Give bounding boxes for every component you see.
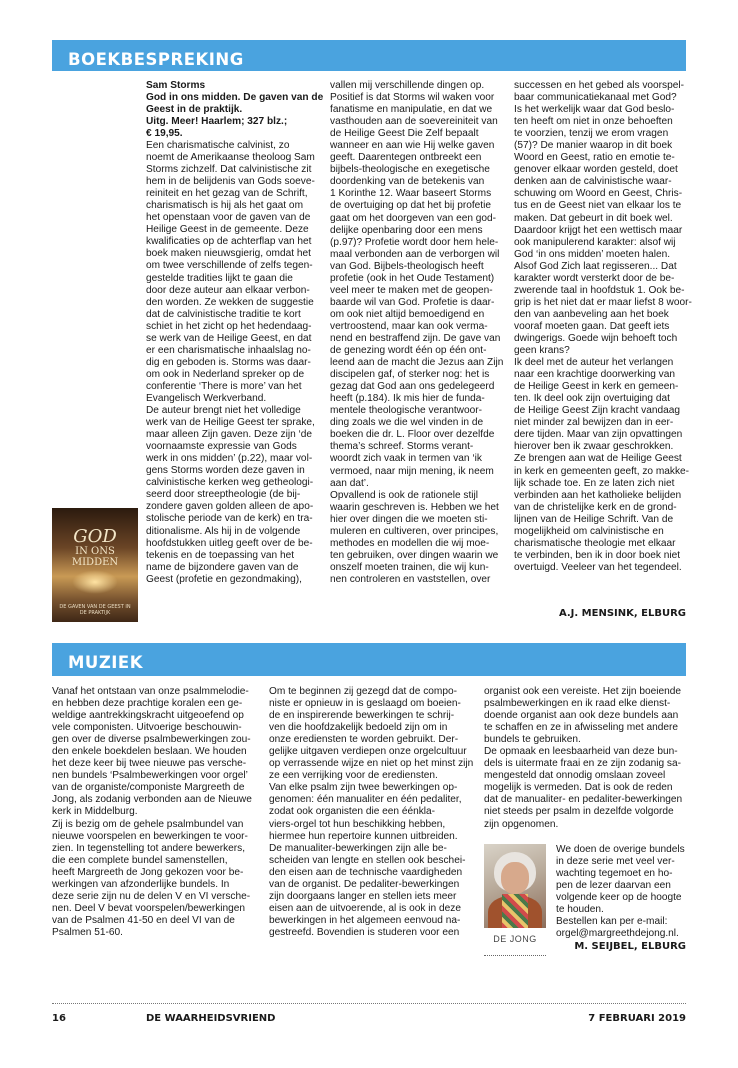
book-review-column-3: successen en het gebed als voorspel- baar communicatiekanaal met God? Is het werkelijk waar dat God beslo- ten heeft om niet in onze behoeften te voorzien, tenzij we erom vragen (57)? De manier waarop in dit boek Woord en Geest, ratio en emotie te- genover elkaar worden gesteld, doet denken aan de calvinistische waar- schuwing om Woord en Geest, Chris- tus en de Geest niet van elkaar los te maken. Dat gebeurt in dit boek wel. Daardoor krijgt het een wettisch maar ook manipulerend karakter: alsof wij God ‘in ons midden’ moeten halen. Alsof God Zich laat regisseren... Dat karakter wordt versterkt door de be- zwerende taal in hoofdstuk 1. Ook be- grip is het niet dat er maar liefst 8 woor- den van aanbeveling aan het boek vooraf moeten gaan. Dat geeft iets dwingerigs. Goede wijn behoeft toch geen krans? Ik deel met de auteur het verlangen naar een krachtige doorwerking van de Heilige Geest in kerk en gemeen- ten. Ik deel ook zijn overtuiging dat de Heilige Geest Zijn kracht vandaag niet minder zal bewijzen dan in eer- dere tijden. Maar van zijn opvattingen hierover ben ik zwaar geschrokken. Ze brengen aan wat de Heilige Geest in kerk en gemeenten geeft, zo makke- lijk schade toe. En ze laten zich niet verbinden aan het katholieke belijden van de christelijke kerk en de grond- lijnen van de Heilige Schrift. Van de mogelijkheid om calvinistische en charismatische theologie met elkaar te verbinden, ben ik in door boek niet overtuigd. Veeleer van het tegendeel.	[514, 80, 692, 573]
caption-divider	[484, 955, 546, 956]
footer-publication: DE WAARHEIDSVRIEND	[146, 1013, 276, 1024]
book-cover-glow	[72, 570, 118, 594]
portrait-photo-de-jong	[484, 844, 546, 928]
footer-divider	[52, 1003, 686, 1004]
section-header-music	[52, 643, 686, 676]
music-column-3-bottom: We doen de overige bundels in deze serie met veel ver- wachting tegemoet en ho- pen de lezer daarvan een volgende keer op de hoogte te houden. Bestellen kan per e-mail: orgel@margreethdejong.nl.	[556, 844, 685, 940]
book-review-signature: A.J. MENSINK, ELBURG	[558, 608, 686, 619]
music-column-3-top: organist ook een vereiste. Het zijn boeiende psalmbewerkingen en ik raad elke dienst- doende organist aan ook deze bundels aan te schaffen en ze in afwisseling met andere bundels te gebruiken. De opmaak en leesbaarheid van deze bun- dels is uitermate fraai en ze zijn zodanig sa- mengesteld dat onnodig omslaan zoveel mogelijk is vermeden. Dat is ook de reden dat de manualiter- en pedaliter-bewerkingen niet steeds per psalm in dezelfde volgorde zijn opgenomen.	[484, 686, 683, 830]
book-review-bibliographic-header: Sam Storms God in ons midden. De gaven van de Geest in de praktijk. Uitg. Meer! Haarlem; 327 blz.; € 19,95.	[146, 80, 324, 140]
section-title-music: MUZIEK	[68, 653, 143, 672]
book-review-column-1: Een charismatische calvinist, zo noemt de Amerikaanse theoloog Sam Storms zichzelf. Dat calvinistische zit hem in de belijdenis van Gods soeve- reiniteit en het gezag van de Schrift, charismatisch is hij als het gaat om het openstaan voor de gaven van de Heilige Geest in de gemeente. Deze kwalificaties op de achterflap van het boek maken nieuwsgierig, omdat het om twee verschillende of zelfs tegen- gestelde tradities lijkt te gaan die door deze auteur aan elkaar verbon- den worden. Ze wekken de suggestie dat de calvinistische traditie te kort schiet in het zicht op het hedendaag- se werk van de Heilige Geest, en dat er een charismatische inhaalslag no- dig en geboden is. Storms was daar- om ook in Nederland spreker op de conferentie ‘There is more’ van het Evangelisch Werkverband. De auteur brengt niet het volledige werk van de Heilige Geest ter sprake, maar alleen Zijn gaven. Deze zijn ‘de voornaamste expressie van Gods werk in ons midden’ (p.22), maar vol- gens Storms worden deze gaven in calvinistische kerken weg getheologi- seerd door streeptheologie (de bij- zondere gaven golden alleen de apo- stolische periode van de kerk) en tra- ditionalisme. Als hij in de volgende hoofdstukken uitleg geeft over de be- tekenis en de toepassing van het name de bijzondere gaven van de Geest (profetie en gezondmaking),	[146, 140, 315, 585]
book-cover-image	[52, 508, 138, 622]
music-column-2: Om te beginnen zij gezegd dat de compo- niste er opnieuw in is geslaagd om boeien- de en inspirerende bewerkingen te schrij- ven die hoofdzakelijk bedoeld zijn om in onze erediensten te worden gebruikt. Der- gelijke uitgaven verdiepen onze orgelcultuur op verrassende wijze en niet op het minst zijn ze een verrijking voor de erediensten. Van elke psalm zijn twee bewerkingen op- genomen: één manualiter en één pedaliter, zodat ook organisten die een éénkla- viers-orgel tot hun beschikking hebben, hiermee hun repertoire kunnen uitbreiden. De manualiter-bewerkingen zijn alle be- scheiden van lengte en stellen ook beschei- den eisen aan de technische vaardigheden van de organist. De pedaliter-bewerkingen zijn doorgaans langer en stellen iets meer eisen aan de uitvoerende, al is ook in deze bewerkingen in het algemeen eenvoud na- gestreefd. Bovendien is studeren voor een	[269, 686, 474, 938]
section-title-book-review: BOEKBESPREKING	[68, 50, 244, 69]
footer-date: 7 FEBRUARI 2019	[588, 1013, 686, 1024]
photo-scarf	[502, 894, 528, 928]
book-cover-tagline: DE GAVEN VAN DE GEEST IN DE PRAKTIJK	[59, 604, 131, 616]
music-column-1: Vanaf het ontstaan van onze psalmmelodie- en hebben deze prachtige koralen een ge- weldige aantrekkingskracht uitgeoefend op vele componisten. Uitvoerige beschouwin- gen over de diverse psalmbewerkingen zou- den enkele boekdelen beslaan. We houden het deze keer bij twee nieuwe pas versche- nen bundels ‘Psalmbewerkingen voor orgel’ van de organiste/componiste Margreeth de Jong, als zodanig verbonden aan de Nieuwe kerk in Middelburg. Zij is bezig om de gehele psalmbundel van nieuwe voorspelen en bewerkingen te voor- zien. In tegenstelling tot andere bewerkers, die een complete bundel samenstellen, heeft Margreeth de Jong gekozen voor be- werkingen van afzonderlijke bundels. In deze serie zijn nu de delen V en VI versche- nen. Deel V bevat voorspelen/bewerkingen van de Psalmen 41-50 en deel VI van de Psalmen 51-60.	[52, 686, 252, 938]
photo-caption: DE JONG	[493, 934, 537, 944]
footer-page-number: 16	[52, 1013, 66, 1024]
book-review-column-2: vallen mij verschillende dingen op. Positief is dat Storms wil waken voor fanatisme en manipulatie, en dat we vasthouden aan de soevereiniteit van de Heilige Geest Die Zelf bepaalt wanneer en aan wie Hij welke gaven geeft. Daarentegen ontbreekt een bijbels-theologische en exegetische doordenking van de betekenis van 1 Korinthe 12. Waar baseert Storms de overtuiging op dat het bij profetie gaat om het doorgeven van een god- delijke openbaring door een mens (p.97)? Profetie wordt door hem hele- maal verbonden aan de verborgen wil van God. Bijbels-theologisch heeft profetie (ook in het Oude Testament) veel meer te maken met de geopen- baarde wil van God. Profetie is daar- om ook niet altijd bemoedigend en vertroostend, maar kan ook verma- nend en bestraffend zijn. De gave van de genezing wordt één op één ont- leend aan de macht die Jezus aan Zijn discipelen gaf, of sterker nog: het is gezag dat God aan ons gedelegeerd heeft (p.184). Ik mis hier de funda- mentele theologische verantwoor- ding zoals we die wel vinden in de boeken die dr. L. Floor over dezelfde thema’s schreef. Storms verant- woordt zich vaak in termen van ‘ik vermoed, naar mijn mening, ik neem aan dat’. Opvallend is ook de rationele stijl waarin geschreven is. Hebben we het hier over dingen die we moeten sti- muleren en cultiveren, over principes, methodes en modellen die wij moe- ten gebruiken, over dingen waarin we onszelf moeten trainen, die wij kun- nen controleren en vaststellen, over	[330, 80, 504, 585]
book-cover-subtitle: IN ONS MIDDEN	[71, 546, 119, 568]
music-signature: M. SEIJBEL, ELBURG	[574, 941, 686, 952]
section-header-book-review	[52, 40, 686, 71]
book-cover-title: GOD	[73, 526, 117, 547]
photo-face	[501, 862, 529, 894]
